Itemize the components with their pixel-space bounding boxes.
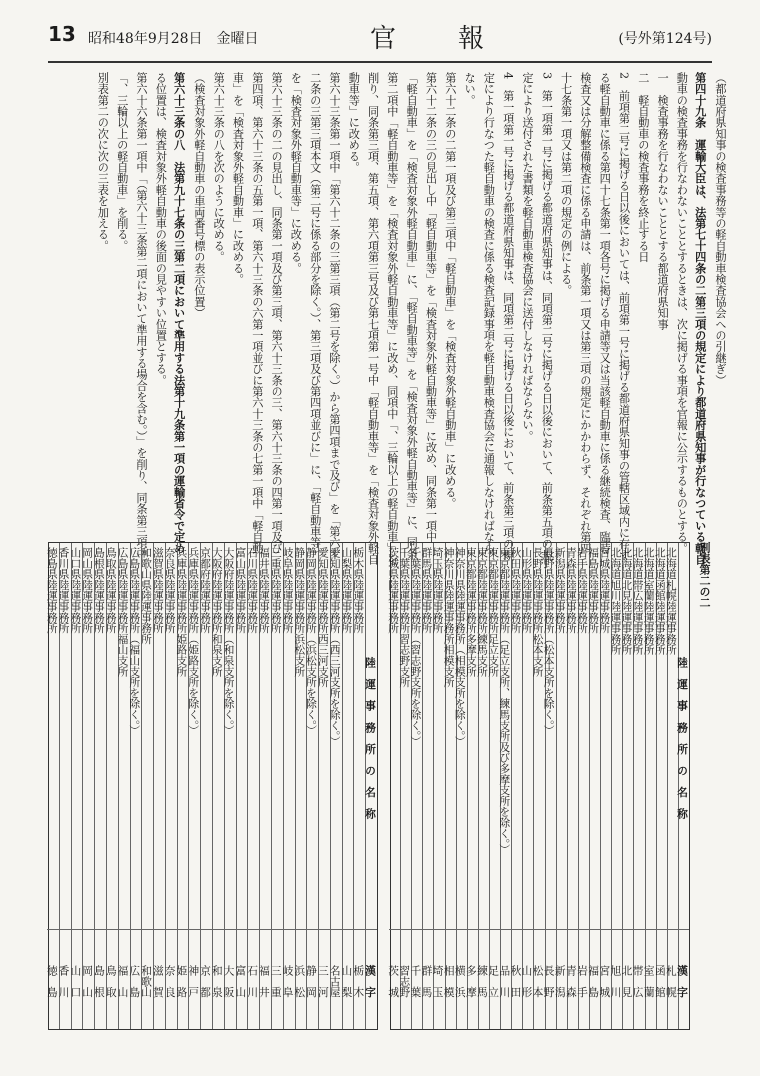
office-kanji: 茨 城 [387,964,401,997]
table-row [283,543,295,1029]
office-kanji: 岐 阜 [281,964,295,997]
text-column: 「、三輪以上の軽自動車」を削る。 [115,72,129,252]
table-row [200,543,212,1029]
table-header-column [678,543,689,1029]
text-column: 削り、同条第三項、第五項、第六項第三号及び第七項第一号中「軽自動車等」を「検査対象外軽自 [366,72,380,565]
office-kanji: 栃 木 [352,964,366,997]
office-name: 兵庫県陸運事務所姫路支所 [175,547,189,677]
table-row [489,543,500,1029]
text-column: 第四項、第六十三条の五第一項、第六十三条の六第一項並びに第六十三条の七第一項中「軽自動 [250,72,264,554]
office-kanji: 岩 手 [576,964,589,997]
text-column: 二条の三第三項本文（第二号に係る部分を除く。）、第三項及び第四項並びに」に、「軽自動車等」 [308,72,322,560]
gazette-title: 官 報 [370,24,503,54]
office-name: 富山県陸運事務所 [234,547,248,634]
table-row [533,543,544,1029]
office-name: 秋田県陸運事務所 [509,547,523,634]
office-name: 茨城県陸運事務所 [387,547,401,634]
office-name: 島根県陸運事務所 [92,547,106,634]
table-row [271,543,283,1029]
office-name: 三重県陸運事務所 [269,547,283,634]
office-kanji: 北 見 [620,964,634,997]
table-row [236,543,248,1029]
office-kanji: 鳥 取 [104,964,118,997]
office-name: 岩手県陸運事務所 [576,547,589,634]
office-name: 北海道札幌陸運事務所 [664,547,678,655]
office-kanji: 石 川 [246,964,260,997]
office-name: 宮城県陸運事務所 [598,547,612,634]
office-name: 栃木県陸運事務所 [352,547,366,634]
office-kanji: 静 岡 [305,964,319,997]
office-kanji: 奈 良 [163,964,177,997]
office-kanji: 長 野 [542,964,556,997]
office-name: 福島県陸運事務所 [587,547,601,634]
office-kanji: 横 浜 [453,964,467,997]
table-row [464,543,478,1029]
office-kanji: 埼 玉 [431,964,445,997]
office-name: 滋賀県陸運事務所 [151,547,165,634]
table-row [353,543,365,1029]
text-column: 3 第一項第一号に掲げる都道府県知事は、同項第二号に掲げる日以後において、前条第五項の規 [540,72,554,561]
table-row [433,543,444,1029]
office-kanji: 岡 山 [81,964,95,997]
office-kanji: 大 阪 [222,964,236,997]
table-row [478,543,489,1029]
table-row [453,543,467,1029]
office-name: 大阪府陸運事務所和泉支所 [210,547,224,677]
table-row [511,543,522,1029]
text-column: 第六十三条の八を次のように改める。 [212,72,226,263]
office-kanji: 習志野 [398,964,412,997]
table-row [212,543,224,1029]
office-name: 鳥取県陸運事務所 [104,547,118,634]
office-name: 北海道北見陸運事務所 [620,547,634,655]
office-kanji: 山 梨 [340,964,354,997]
table-row [589,543,600,1029]
text-column: 「軽自動車」を「検査対象外軽自動車」に、「軽自動車等」を「検査対象外軽自動車等」に、同条 [405,72,419,560]
table-row [578,543,589,1029]
table-row [82,543,94,1029]
office-name: 東京都陸運事務所足立支所 [487,547,501,677]
table-section [45,534,712,1034]
text-column: る軽自動車に係る第四十七条第一項各号に掲げる申請等又は当該軽自動車に係る継続検査、臨時 [598,72,612,554]
office-name: 東京都陸運事務所（足立支所、練馬支所及び多摩支所を除く。） [498,547,512,855]
table-row [224,543,236,1029]
office-name: 東京都陸運事務所多摩支所 [464,547,478,677]
office-kanji: 帯 広 [631,964,645,997]
office-kanji: 青 森 [564,964,578,997]
table-row [633,543,644,1029]
table-row [165,543,177,1029]
table-row [642,543,656,1029]
office-name: 岡山県陸運事務所 [81,547,95,634]
table-row [330,543,342,1029]
office-name: 香川県陸運事務所 [57,547,71,634]
office-name: 神奈川県陸運事務所（相模支所を除く。） [453,547,467,747]
office-kanji: 相 模 [442,964,456,997]
header-office-name: 陸 運 事 務 所 の 名 称 [364,656,377,819]
text-column: 第六十二条の二第一項及び第三項中「軽自動車」を「検査対象外軽自動車」に改める。 [443,72,457,509]
table-row [306,543,318,1029]
office-name: 石川県陸運事務所 [246,547,260,634]
page-header [48,20,712,60]
text-column: 別表第二の次に次の三表を加える。 [96,72,110,252]
office-kanji: 富 山 [234,964,248,997]
office-name: 愛知県陸運事務所（西三河支所を除く。） [328,547,342,747]
text-column: 一 検査事務を行なわないこととする都道府県知事 [656,72,670,330]
office-kanji: 品 川 [498,964,512,997]
office-name: 広島県陸運事務所（福山支所を除く。） [128,547,142,736]
text-column: 第六十二条の三の見出し中「軽自動車等」を「検査対象外軽自動車等」に改め、同条第一項中 [424,72,438,543]
office-kanji: 島 根 [92,964,106,997]
office-name: 奈良県陸運事務所 [163,547,177,634]
table-row [500,543,511,1029]
office-name: 青森県陸運事務所 [564,547,578,634]
office-kanji: 札 幌 [664,964,678,997]
office-kanji: 足 立 [487,964,501,997]
table-row [542,543,556,1029]
office-name: 京都府陸運事務所 [199,547,212,634]
office-name: 静岡県陸運事務所浜松支所 [293,547,307,677]
text-column: 動車の検査事務を行なわないこととするときは、次に掲げる事項を官報に公示するものとする。 [675,72,689,554]
office-name: 大阪府陸運事務所（和泉支所を除く。） [222,547,236,736]
office-kanji: 三 河 [316,964,330,997]
office-name: 北海道帯広陸運事務所 [631,547,645,655]
text-column: 2 前項第二号に掲げる日以後においては、前項第一号に掲げる都道府県知事の管轄区域内に存す [617,72,631,561]
table-row [600,543,611,1029]
office-name: 長野県陸運事務所松本支所 [531,547,545,677]
table-caption: 別表第二の二 [698,542,711,608]
table-row [59,543,71,1029]
office-kanji: 秋 田 [509,964,523,997]
table-row [389,543,400,1029]
text-column: （検査対象外軽自動車の車両番号標の表示位置） [192,72,206,319]
text-column: 検査又は分解整備検査に係る申請は、前条第一項又は第三項の規定にかかわらず、それぞれ第四 [578,72,592,554]
office-name: 千葉県陸運事務所習志野支所 [398,547,412,688]
office-kanji: 室 蘭 [642,964,656,997]
office-name: 静岡県陸運事務所（浜松支所を除く。） [305,547,319,736]
text-column: 第六十三条の八 法第九十七条の三第二項において準用する法第十九条第一項の運輸省令で定め [172,72,187,554]
office-kanji: 福 山 [116,964,130,997]
office-name: 山口県陸運事務所 [69,547,83,634]
table-row [653,543,667,1029]
office-name: 広島県陸運事務所福山支所 [116,547,130,677]
office-name: 北海道函館陸運事務所 [653,547,667,655]
office-name: 和歌山県陸運事務所 [140,547,154,645]
issue-date: 昭和48年9月28日 金曜日 [88,31,259,47]
office-kanji: 三 重 [269,964,283,997]
table-row [553,543,567,1029]
table-row [118,543,130,1029]
header-kanji: 漢 字 [676,964,689,997]
table-row [611,543,622,1029]
office-kanji: 山 形 [520,964,534,997]
table-row [342,543,354,1029]
office-name: 長野県陸運事務所（松本支所を除く。） [542,547,556,736]
table-row [411,543,422,1029]
page-number: 13 [48,22,76,46]
office-name: 愛知県陸運事務所西三河支所 [316,547,330,688]
office-kanji: 京 都 [199,964,212,997]
office-name: 山梨県陸運事務所 [340,547,354,634]
office-name: 埼玉県陸運事務所 [431,547,445,634]
office-name: 福井県陸運事務所 [257,547,271,634]
office-name: 山形県陸運事務所 [520,547,534,634]
text-column: 定により送付された書類を軽自動車検査協会に送付しなければならない。 [521,72,534,442]
office-kanji: 姫 路 [175,964,189,997]
table-row [247,543,259,1029]
table-row [188,543,200,1029]
text-column: 第二項中「軽自動車等」を「検査対象外軽自動車等」に改め、同項中「、三輪以上の軽自動車」を [385,72,399,565]
office-kanji: 福 島 [587,964,601,997]
table-row [47,543,59,1029]
office-kanji: 旭 川 [609,964,623,997]
table-row [522,543,533,1029]
office-kanji: 和歌山 [140,964,154,997]
text-column: 第六十三条の二の見出し、同条第一項及び第三項、第六十三条の三、第六十三条の四第一項及び [270,72,284,554]
text-column: 二 軽自動車の検査事務を終止する日 [636,72,650,263]
table-row [177,543,189,1029]
text-column: 車」を「検査対象外軽自動車」に改める。 [231,72,245,285]
office-kanji: 山 口 [69,964,83,997]
office-kanji: 多 摩 [464,964,478,997]
text-column: （都道府県知事の検査事務等の軽自動車検査協会への引継ぎ） [714,72,727,386]
text-column: 第六十六条第一項中「（第六十三条第二項において準用する場合を含む。）」を削り、同条第三項中 [135,72,148,560]
table-header-column [365,543,377,1029]
issue-number: (号外第124号) [618,31,712,47]
table-left-block [387,542,690,1030]
table-row [318,543,330,1029]
table-row [153,543,165,1029]
header-rule [48,61,712,63]
office-kanji: 松 本 [531,964,545,997]
table-row [664,543,678,1029]
office-kanji: 練 馬 [476,964,489,997]
office-name: 北海道室蘭陸運事務所 [642,547,656,655]
text-column: ない。 [463,72,477,106]
office-name: 東京都陸運事務所練馬支所 [476,547,489,677]
office-name: 岐阜県陸運事務所 [281,547,295,634]
text-column: 定により行なつた軽自動車の検査に係る検査記録事項を軽自動車検査協会に通報しなければなら [482,72,496,554]
table-row [141,543,153,1029]
table-row [622,543,633,1029]
text-column: 4 第一項第一号に掲げる都道府県知事は、同項第二号に掲げる日以後において、前条第三項の規 [501,72,515,561]
table-row [71,543,83,1029]
office-kanji: 新 潟 [553,964,567,997]
office-kanji: 和 泉 [210,964,224,997]
table-row [259,543,271,1029]
office-kanji: 広 島 [128,964,142,997]
text-column: 第六十三条第一項中「第六十二条の三第三項（第二号を除く。）から第四項まで及び」を「第六十 [328,72,341,560]
table-row [442,543,456,1029]
text-column: る位置は、検査対象外軽自動車の後面の見やすい位置とする。 [154,72,168,386]
office-name: 北海道旭川陸運事務所 [609,547,623,655]
table-row [564,543,578,1029]
office-name: 兵庫県陸運事務所（姫路支所を除く。） [187,547,201,736]
header-kanji: 漢 字 [364,964,377,997]
table-row [130,543,142,1029]
office-kanji: 神 戸 [187,964,201,997]
office-name: 神奈川県陸運事務所相模支所 [442,547,456,688]
office-kanji: 函 館 [653,964,667,997]
text-column: 動車等」に改める。 [347,72,361,173]
office-kanji: 徳 島 [45,964,59,997]
table-row [295,543,307,1029]
office-kanji: 福 井 [257,964,271,997]
header-office-name: 陸 運 事 務 所 の 名 称 [676,656,689,819]
text-column: を「検査対象外軽自動車等」に改める。 [289,72,303,274]
office-name: 徳島県陸運事務所 [45,547,59,634]
table-row [422,543,433,1029]
office-name: 千葉県陸運事務所（習志野支所を除く。） [409,547,423,747]
office-name: 群馬県陸運事務所 [420,547,434,634]
table-row [400,543,411,1029]
table-row [94,543,106,1029]
table-right-block [45,542,378,1030]
office-kanji: 千 葉 [409,964,423,997]
text-column: 第四十九条 運輸大臣は、法第七十四条の二第三項の規定により都道府県知事が行なつている軽自 [693,72,708,565]
office-kanji: 宮 城 [598,964,612,997]
office-kanji: 浜 松 [293,964,307,997]
office-kanji: 名古屋 [328,964,342,997]
office-kanji: 群 馬 [420,964,434,997]
table-row [106,543,118,1029]
text-column: 十七条第一項又は第二項の規定の例による。 [559,72,573,296]
office-kanji: 滋 賀 [151,964,165,997]
office-kanji: 香 川 [57,964,71,997]
office-name: 新潟県陸運事務所 [553,547,567,634]
